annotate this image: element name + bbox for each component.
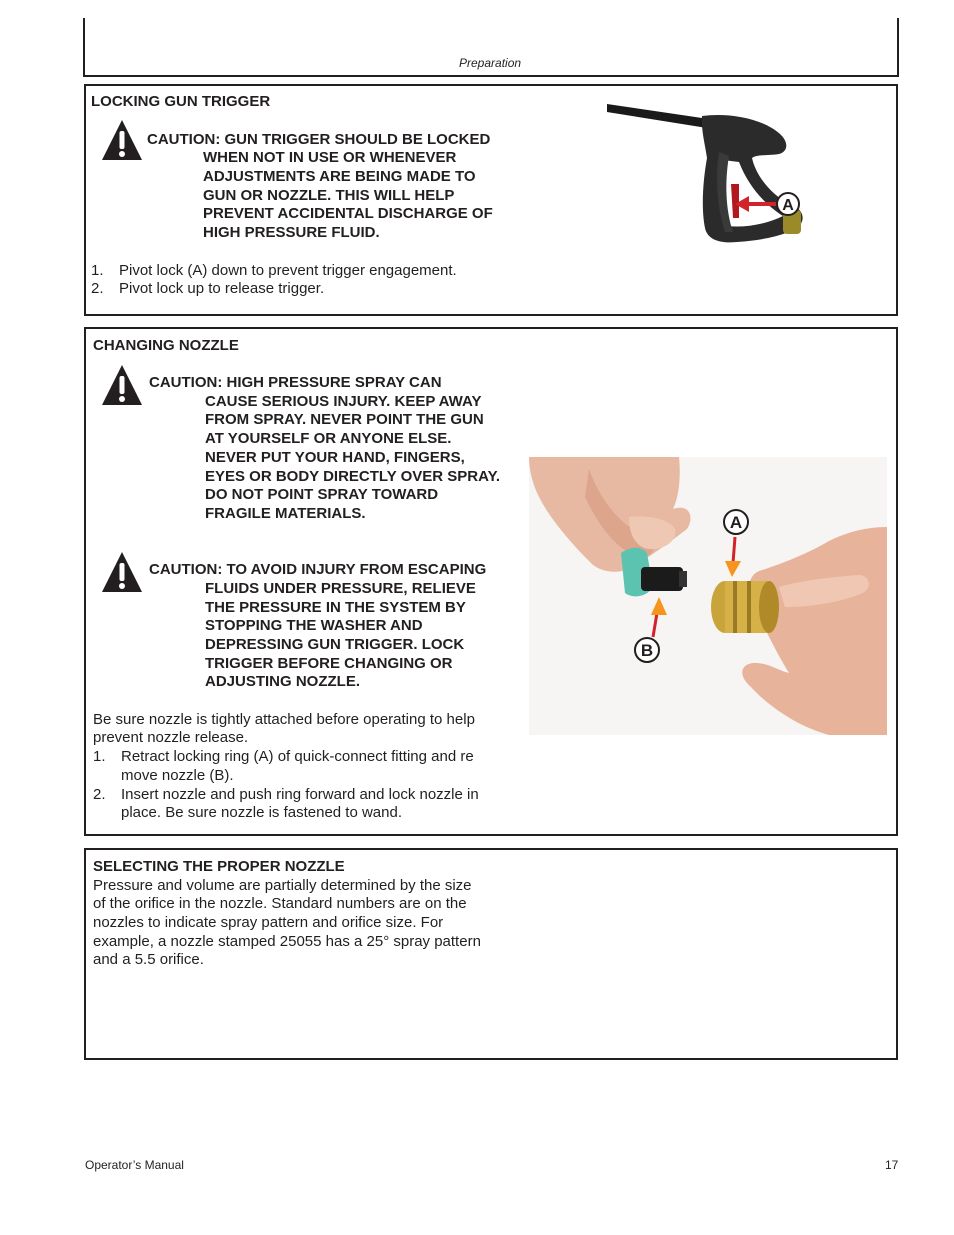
- caution-line: ADJUSTMENTS ARE BEING MADE TO: [203, 168, 476, 185]
- caution-line: FLUIDS UNDER PRESSURE, RELIEVE: [205, 580, 476, 597]
- caution-line: WHEN NOT IN USE OR WHENEVER: [203, 149, 457, 166]
- selecting-line: of the orifice in the nozzle. Standard numbers are on the: [93, 895, 467, 912]
- caution-line: STOPPING THE WASHER AND: [205, 617, 423, 634]
- step-number: 1.: [91, 262, 104, 279]
- caution-line: FRAGILE MATERIALS.: [205, 505, 366, 522]
- caution-line: PREVENT ACCIDENTAL DISCHARGE OF: [203, 205, 493, 222]
- step-text: place. Be sure nozzle is fastened to wand.: [121, 804, 403, 821]
- warning-triangle-icon: [100, 363, 144, 407]
- gun-label-a: A: [782, 197, 794, 214]
- caution-line: TRIGGER BEFORE CHANGING OR: [205, 655, 453, 672]
- warning-triangle-icon: [100, 550, 144, 594]
- caution-line: CAUSE SERIOUS INJURY. KEEP AWAY: [205, 393, 482, 410]
- selecting-title: SELECTING THE PROPER NOZZLE: [93, 858, 345, 875]
- selecting-line: example, a nozzle stamped 25055 has a 25° spray pattern: [93, 933, 481, 950]
- footer-manual-title: Operator’s Manual: [85, 1158, 184, 1172]
- changing-title: CHANGING NOZZLE: [93, 337, 239, 354]
- nozzle-label-a: A: [729, 513, 743, 532]
- step-number: 1.: [93, 748, 106, 765]
- step-text: Retract locking ring (A) of quick-connect fitting and re: [121, 748, 474, 765]
- step-text: Insert nozzle and push ring forward and lock nozzle in: [121, 786, 479, 803]
- caution-line: CAUTION: TO AVOID INJURY FROM ESCAPING: [149, 561, 487, 578]
- intro-line: Be sure nozzle is tightly attached before operating to help: [93, 711, 475, 728]
- nozzle-label-b: B: [640, 641, 654, 660]
- caution-line: HIGH PRESSURE FLUID.: [203, 224, 380, 241]
- caution-line: DO NOT POINT SPRAY TOWARD: [205, 486, 439, 503]
- caution-line: CAUTION: HIGH PRESSURE SPRAY CAN: [149, 374, 442, 391]
- caution-line: NEVER PUT YOUR HAND, FINGERS,: [205, 449, 465, 466]
- caution-line: GUN OR NOZZLE. THIS WILL HELP: [203, 187, 455, 204]
- caution-line: FROM SPRAY. NEVER POINT THE GUN: [205, 411, 484, 428]
- intro-line: prevent nozzle release.: [93, 729, 249, 746]
- caution-line: DEPRESSING GUN TRIGGER. LOCK: [205, 636, 465, 653]
- section-header: Preparation: [459, 56, 522, 70]
- warning-triangle-icon: [100, 118, 144, 162]
- caution-line: CAUTION: GUN TRIGGER SHOULD BE LOCKED: [147, 131, 491, 148]
- step-text: Pivot lock (A) down to prevent trigger engagement.: [119, 262, 457, 279]
- caution-line: EYES OR BODY DIRECTLY OVER SPRAY.: [205, 468, 501, 485]
- step-number: 2.: [91, 280, 104, 297]
- caution-line: AT YOURSELF OR ANYONE ELSE.: [205, 430, 452, 447]
- spray-gun-image: [607, 100, 827, 260]
- nozzle-change-image: [529, 457, 887, 735]
- page-number: 17: [885, 1158, 899, 1172]
- step-text: move nozzle (B).: [121, 767, 234, 784]
- caution-line: THE PRESSURE IN THE SYSTEM BY: [205, 599, 466, 616]
- selecting-line: Pressure and volume are partially determined by the size: [93, 877, 472, 894]
- selecting-line: and a 5.5 orifice.: [93, 951, 204, 968]
- locking-title: LOCKING GUN TRIGGER: [91, 93, 271, 110]
- selecting-line: nozzles to indicate spray pattern and orifice size. For: [93, 914, 444, 931]
- caution-line: ADJUSTING NOZZLE.: [205, 673, 361, 690]
- step-text: Pivot lock up to release trigger.: [119, 280, 325, 297]
- step-number: 2.: [93, 786, 106, 803]
